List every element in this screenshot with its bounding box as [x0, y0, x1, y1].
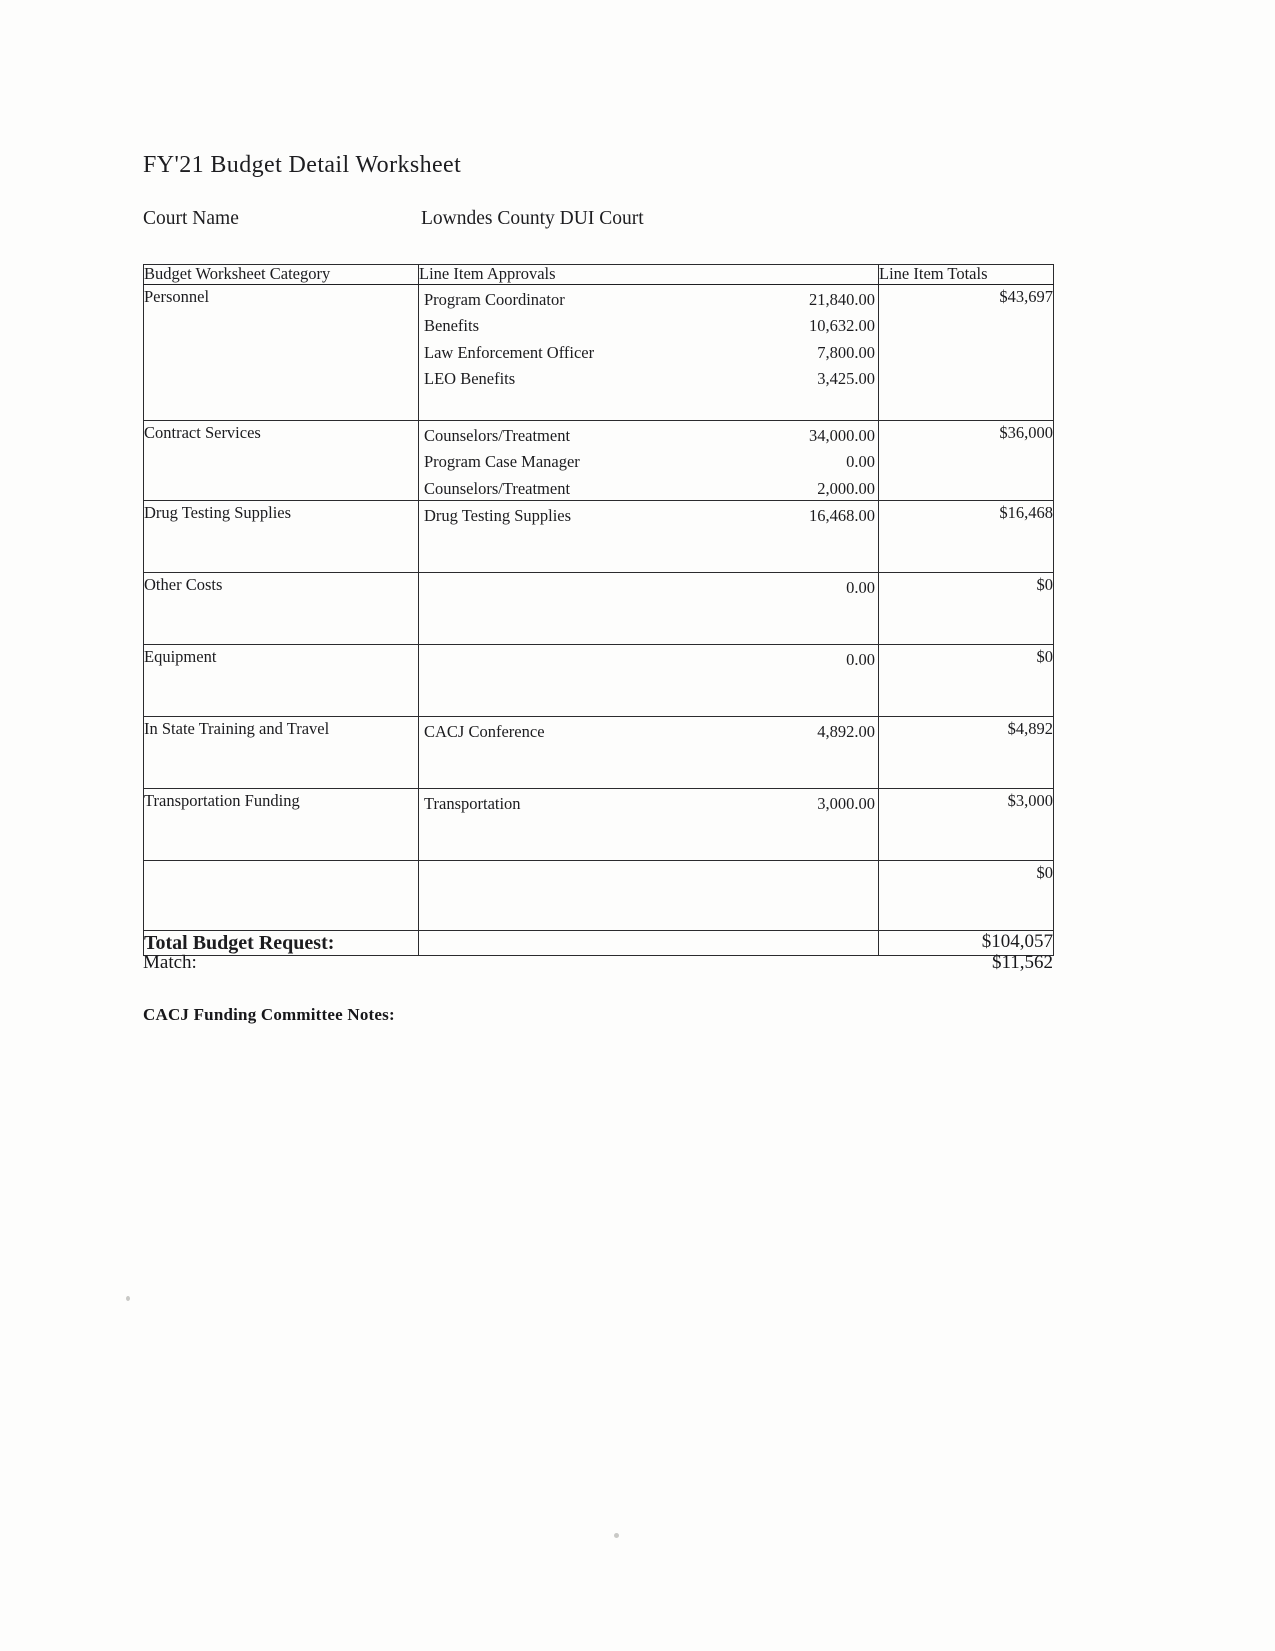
category-cell: Equipment: [144, 645, 419, 717]
line-item-description: Transportation: [424, 794, 521, 814]
table-row: [144, 861, 1054, 931]
table-row: [144, 501, 1054, 573]
line-item-amount: 3,000.00: [817, 794, 875, 814]
court-name-value: Lowndes County DUI Court: [421, 208, 644, 229]
line-item-description: Program Coordinator: [424, 289, 565, 309]
line-item-list: [419, 789, 878, 815]
line-items-cell: [419, 420, 879, 500]
line-item-amount: 21,840.00: [809, 289, 875, 309]
line-item-list: [419, 717, 878, 743]
line-items-cell: [419, 573, 879, 645]
line-item-total-cell: $43,697: [879, 284, 1054, 420]
category-cell: [144, 861, 419, 931]
line-item-description: CACJ Conference: [424, 722, 545, 742]
line-item-total-cell: $36,000: [879, 420, 1054, 500]
line-item-amount: 10,632.00: [809, 316, 875, 336]
category-cell: Other Costs: [144, 573, 419, 645]
line-item-amount: 0.00: [846, 578, 875, 598]
category-cell: Personnel: [144, 284, 419, 420]
line-item-description: Counselors/Treatment: [424, 425, 571, 445]
line-item: [419, 474, 878, 500]
page-title: FY'21 Budget Detail Worksheet: [143, 152, 462, 178]
line-items-cell: [419, 645, 879, 717]
match-label: Match:: [143, 952, 197, 973]
line-item-list: [419, 421, 878, 500]
line-item-description: Drug Testing Supplies: [424, 506, 572, 526]
scan-speck: [614, 1533, 619, 1538]
table-row: [144, 789, 1054, 861]
line-item-total-cell: $4,892: [879, 717, 1054, 789]
table-row: [144, 420, 1054, 500]
line-item-list: [419, 645, 878, 671]
line-item: [419, 573, 878, 599]
line-item: [419, 789, 878, 815]
header-line-item-totals: Line Item Totals: [879, 265, 1054, 285]
line-item-amount: 0.00: [846, 650, 875, 670]
line-item-description: Benefits: [424, 316, 479, 336]
line-item-description: Program Case Manager: [424, 452, 580, 472]
header-line-items: Line Item Approvals: [419, 265, 879, 285]
table-row: [144, 284, 1054, 420]
line-item: [419, 311, 878, 337]
header-category: Budget Worksheet Category: [144, 265, 419, 285]
table-row: [144, 573, 1054, 645]
line-items-cell: [419, 789, 879, 861]
total-budget-request-spacer: [419, 931, 879, 956]
category-cell: Transportation Funding: [144, 789, 419, 861]
category-cell: Drug Testing Supplies: [144, 501, 419, 573]
court-name-label: Court Name: [143, 208, 239, 229]
line-item: [419, 717, 878, 743]
line-item-amount: 3,425.00: [817, 369, 875, 389]
table-row: [144, 717, 1054, 789]
line-item-total-cell: $0: [879, 645, 1054, 717]
table-footer: [144, 931, 1054, 956]
line-item: [419, 338, 878, 364]
cacj-funding-committee-notes-label: CACJ Funding Committee Notes:: [143, 1005, 395, 1024]
line-item-amount: 16,468.00: [809, 506, 875, 526]
line-items-cell: [419, 717, 879, 789]
line-item-total-cell: $16,468: [879, 501, 1054, 573]
line-item: [419, 421, 878, 447]
line-items-cell: [419, 284, 879, 420]
line-item-amount: 0.00: [846, 452, 875, 472]
line-item: [419, 447, 878, 473]
total-budget-request-label: Total Budget Request:: [144, 931, 419, 956]
line-items-cell: [419, 501, 879, 573]
table-row: [144, 645, 1054, 717]
category-cell: In State Training and Travel: [144, 717, 419, 789]
line-item-total-cell: $0: [879, 573, 1054, 645]
line-item: [419, 285, 878, 311]
budget-detail-table: [143, 264, 1054, 956]
category-cell: Contract Services: [144, 420, 419, 500]
line-item-description: LEO Benefits: [424, 369, 516, 389]
line-item-total-cell: $3,000: [879, 789, 1054, 861]
total-budget-request-row: [144, 931, 1054, 956]
scan-speck: [126, 1296, 130, 1301]
line-item-list: [419, 573, 878, 599]
line-item: [419, 501, 878, 527]
line-item-list: [419, 501, 878, 527]
table-header-row: [144, 265, 1054, 285]
total-budget-request-value: $104,057: [879, 931, 1054, 956]
line-item-list: [419, 285, 878, 391]
line-item-amount: 7,800.00: [817, 342, 875, 362]
table-header: [144, 265, 1054, 285]
line-item-amount: 2,000.00: [817, 478, 875, 498]
table-body: [144, 284, 1054, 930]
line-item-amount: 4,892.00: [817, 722, 875, 742]
line-item-description: Counselors/Treatment: [424, 478, 571, 498]
line-item: [419, 364, 878, 390]
line-item-total-cell: $0: [879, 861, 1054, 931]
line-item-amount: 34,000.00: [809, 425, 875, 445]
line-item-description: Law Enforcement Officer: [424, 342, 595, 362]
line-item: [419, 645, 878, 671]
line-items-cell: [419, 861, 879, 931]
match-value: $11,562: [991, 952, 1053, 973]
